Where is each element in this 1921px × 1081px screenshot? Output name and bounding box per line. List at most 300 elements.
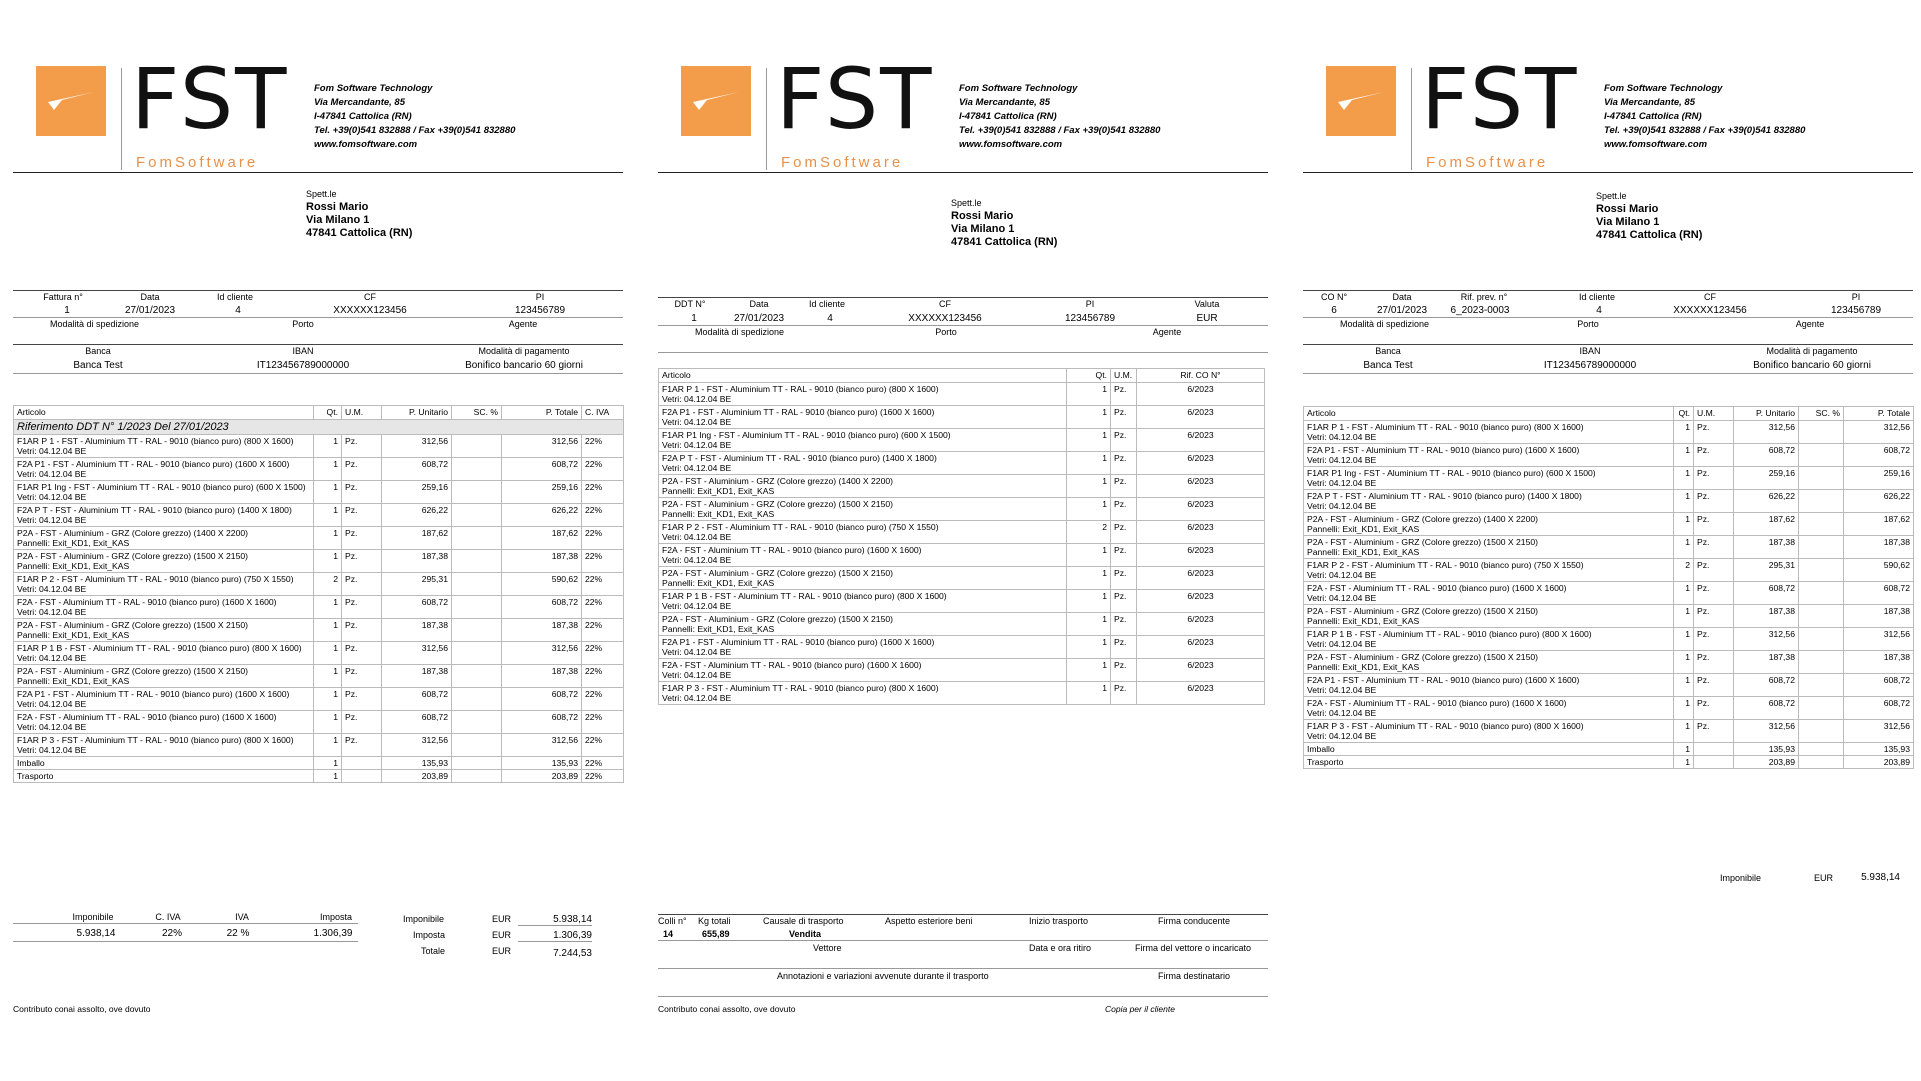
cell-pt: 608,72 [1844, 582, 1914, 605]
cell-iva: 22% [582, 770, 624, 783]
col-iva: C. IVA [582, 406, 624, 420]
cell-um: Pz. [1111, 590, 1137, 613]
item-name: F1AR P 1 B - FST - Aluminium TT - RAL - 9010 (bianco puro) (800 X 1600) [662, 591, 947, 601]
table-row [1304, 421, 1914, 444]
cell-rif: 6/2023 [1137, 429, 1265, 452]
item-description [659, 544, 1067, 567]
table-row [14, 504, 624, 527]
cell-q: 1 [1674, 467, 1694, 490]
item-description [659, 567, 1067, 590]
cell-um: Pz. [1111, 498, 1137, 521]
item-description [14, 550, 314, 573]
item-description [1304, 536, 1674, 559]
cell-q: 2 [314, 573, 342, 596]
cell-pt: 608,72 [1844, 444, 1914, 467]
cell-iva: 22% [582, 458, 624, 481]
item-name: P2A - FST - Aluminium - GRZ (Colore grezzo) (1400 X 2200) [17, 528, 248, 538]
item-name: P2A - FST - Aluminium - GRZ (Colore grezzo) (1500 X 2150) [1307, 606, 1538, 616]
cell-q: 2 [1067, 521, 1111, 544]
cell-q: 1 [1674, 536, 1694, 559]
item-description [14, 596, 314, 619]
table-row [659, 452, 1265, 475]
table-row [1304, 628, 1914, 651]
table-row [659, 383, 1265, 406]
item-description [14, 619, 314, 642]
cell-pt: 312,56 [502, 435, 582, 458]
item-detail: Pannelli: Exit_KD1, Exit_KAS [1307, 547, 1420, 557]
cell-pt: 626,22 [1844, 490, 1914, 513]
cell-q: 1 [1067, 498, 1111, 521]
table-row [1304, 674, 1914, 697]
cell-pt: 135,93 [502, 757, 582, 770]
cell-iva: 22% [582, 665, 624, 688]
logo-text: FST [776, 50, 934, 148]
item-name: F1AR P 1 - FST - Aluminium TT - RAL - 9010 (bianco puro) (800 X 1600) [17, 436, 294, 446]
item-description [14, 665, 314, 688]
cell-um: Pz. [1694, 720, 1734, 743]
item-description [659, 383, 1067, 406]
table-row [1304, 444, 1914, 467]
logo-subtext: FomSoftware [781, 154, 904, 171]
item-detail: Vetri: 04.12.04 BE [1307, 570, 1377, 580]
cell-q: 1 [1674, 628, 1694, 651]
col-pt: P. Totale [502, 406, 582, 420]
item-description [14, 573, 314, 596]
cell-pu: 203,89 [382, 770, 452, 783]
cell-pu: 608,72 [382, 688, 452, 711]
cell-sc [452, 757, 502, 770]
invoice-items-table [13, 405, 624, 783]
table-row [1304, 536, 1914, 559]
cell-q: 1 [1674, 743, 1694, 756]
cell-um: Pz. [342, 504, 382, 527]
ddt-items-table [658, 368, 1265, 705]
item-detail: Vetri: 04.12.04 BE [17, 722, 87, 732]
cell-um: Pz. [342, 458, 382, 481]
table-row [1304, 559, 1914, 582]
cell-q: 1 [1067, 475, 1111, 498]
item-detail: Pannelli: Exit_KD1, Exit_KAS [662, 509, 775, 519]
cell-sc [452, 665, 502, 688]
col-qt: Qt. [1067, 369, 1111, 383]
table-row [14, 596, 624, 619]
cell-sc [452, 688, 502, 711]
cell-um: Pz. [1111, 521, 1137, 544]
item-description [659, 636, 1067, 659]
cell-q: 1 [1067, 406, 1111, 429]
item-description [659, 659, 1067, 682]
cell-pt: 608,72 [502, 458, 582, 481]
item-description [14, 757, 314, 770]
order-confirmation-document: FST FomSoftware Fom Software Technology Via Mercandante, 85 I-47841 Cattolica (RN) Tel. +39(0)541 832888 / Fax +39(0)541 832880 www.fomsoftware.com Spett.le Rossi Mario Via Milano 1 47841 Cattolica (RN) CO N° Data Rif. prev. n° Id cliente CF PI 6 27/01/2023 6_2023-0003 4 XXXXXX123456 123456789 Modalità di spedizione Porto Agente Banca IBAN Modalità di pagamento Banca Test IT123456789000000 Bonifico bancario 60 giorni Articolo Qt. U.M. P. Unitario SC. % P. Totale F1AR P 1 - FST - Aluminium TT - RAL - 9010 (bianco puro) (800 X 1600) Vetri: 04.12.04 BE 1 Pz. 312,56 312,56 F2A P1 - FST - Aluminium TT - RAL - 9010 (bianco puro) (1600 X 1600) Vetri: 04.12.04 BE 1 Pz. 608,72 608,72 F1AR P1 Ing - FST - Aluminium TT - RAL - 9010 (bianco puro) (600 X 1500) Vetri: 04.12.04 BE 1 Pz. 259,16 259,16 F2A P T - FST - Aluminium TT - RAL - 9010 (bianco puro) (1400 X 1800) Vetri: 04.12.04 BE 1 Pz. 626,22 626,22 P2A - FST - Aluminium - GRZ (Colore grezzo) (1400 X 2200) Pannelli: Exit_KD1, Exit_KAS 1 Pz. 187,62 187,62 P2A - FST - Aluminium - GRZ (Colore grezzo) (1500 X 2150) Pannelli: Exit_KD1, Exit_KAS 1 Pz. 187,38 187,38 F1AR P 2 - FST - Aluminium TT - RAL - 9010 (bianco puro) (750 X 1550) Vetri: 04.12.04 BE 2 Pz. 295,31 590,62 F2A - FST - Aluminium TT - RAL - 9010 (bianco puro) (1600 X 1600) Vetri: 04.12.04 BE 1 Pz. 608,72 608,72 P2A - FST - Aluminium - GRZ (Colore grezzo) (1500 X 2150) Pannelli: Exit_KD1, Exit_KAS 1 Pz. 187,38 187,38 F1AR P 1 B - FST - Aluminium TT - RAL - 9010 (bianco puro) (800 X 1600) Vetri: 04.12.04 BE 1 Pz. 312,56 312,56 P2A - FST - Aluminium - GRZ (Colore grezzo) (1500 X 2150) Pannelli: Exit_KD1, Exit_KAS 1 Pz. 187,38 187,38 F2A P1 - FST - Aluminium TT - RAL - 9010 (bianco puro) (1600 X 1600) Vetri: 04.12.04 BE 1 Pz. 608,72 608,72 F2A - FST - Aluminium TT - RAL - 9010 (bianco puro) (1600 X 1600) Vetri: 04.12.04 BE 1 Pz. 608,72 608,72 F1AR P 3 - FST - Aluminium TT - RAL - 9010 (bianco puro) (800 X 1600) Vetri: 04.12.04 BE 1 Pz. 312,56 312,56 Imballo 1 135,93 135,93 Trasporto 1 203,89 203,89 Imponibile EUR 5.938,14 [1290, 0, 1915, 1081]
cell-sc [1799, 467, 1844, 490]
cell-rif: 6/2023 [1137, 613, 1265, 636]
cell-pt: 312,56 [1844, 628, 1914, 651]
cell-rif: 6/2023 [1137, 659, 1265, 682]
item-description [1304, 421, 1674, 444]
item-name: F2A P1 - FST - Aluminium TT - RAL - 9010 (bianco puro) (1600 X 1600) [1307, 675, 1580, 685]
item-description [14, 435, 314, 458]
cell-pu: 608,72 [1734, 697, 1799, 720]
cell-pu: 608,72 [1734, 674, 1799, 697]
ddt-reference: Riferimento DDT N° 1/2023 Del 27/01/2023 [14, 420, 624, 435]
col-um: U.M. [1694, 407, 1734, 421]
item-detail: Pannelli: Exit_KD1, Exit_KAS [662, 624, 775, 634]
cell-um: Pz. [1694, 467, 1734, 490]
cell-iva: 22% [582, 688, 624, 711]
item-detail: Vetri: 04.12.04 BE [1307, 478, 1377, 488]
cell-q: 1 [1674, 513, 1694, 536]
cell-sc [1799, 651, 1844, 674]
cell-q: 1 [314, 642, 342, 665]
table-row [14, 435, 624, 458]
logo-text: FST [1421, 50, 1579, 148]
cell-q: 1 [314, 770, 342, 783]
item-name: Trasporto [1307, 757, 1344, 767]
item-name: F2A - FST - Aluminium TT - RAL - 9010 (bianco puro) (1600 X 1600) [662, 545, 922, 555]
conai-note: Contributo conai assolto, ove dovuto [658, 1004, 796, 1014]
cell-iva: 22% [582, 711, 624, 734]
cell-pt: 259,16 [502, 481, 582, 504]
item-name: Imballo [1307, 744, 1335, 754]
cell-sc [1799, 628, 1844, 651]
cell-q: 1 [314, 435, 342, 458]
cell-q: 1 [1067, 544, 1111, 567]
table-row [1304, 582, 1914, 605]
item-description [14, 688, 314, 711]
cell-pu: 135,93 [1734, 743, 1799, 756]
cell-iva: 22% [582, 435, 624, 458]
item-detail: Vetri: 04.12.04 BE [17, 584, 87, 594]
cell-q: 1 [1674, 674, 1694, 697]
cell-pu: 187,38 [382, 665, 452, 688]
cell-rif: 6/2023 [1137, 636, 1265, 659]
cell-pu: 608,72 [382, 596, 452, 619]
cell-sc [1799, 674, 1844, 697]
item-description [659, 590, 1067, 613]
table-row [659, 429, 1265, 452]
table-row [1304, 720, 1914, 743]
item-name: Trasporto [17, 771, 54, 781]
item-detail: Vetri: 04.12.04 BE [1307, 432, 1377, 442]
item-detail: Vetri: 04.12.04 BE [662, 463, 732, 473]
cell-rif: 6/2023 [1137, 521, 1265, 544]
table-row [1304, 513, 1914, 536]
item-detail: Pannelli: Exit_KD1, Exit_KAS [662, 578, 775, 588]
cell-pt: 608,72 [502, 711, 582, 734]
cell-sc [452, 619, 502, 642]
col-articolo: Articolo [1304, 407, 1674, 421]
cell-um: Pz. [342, 711, 382, 734]
col-um: U.M. [342, 406, 382, 420]
cell-sc [1799, 582, 1844, 605]
table-row [659, 475, 1265, 498]
cell-iva: 22% [582, 504, 624, 527]
item-description [14, 458, 314, 481]
cell-pu: 135,93 [382, 757, 452, 770]
item-name: F2A P T - FST - Aluminium TT - RAL - 9010 (bianco puro) (1400 X 1800) [17, 505, 292, 515]
cell-pu: 312,56 [1734, 421, 1799, 444]
item-name: F1AR P 1 B - FST - Aluminium TT - RAL - 9010 (bianco puro) (800 X 1600) [1307, 629, 1592, 639]
ddt-document: FST FomSoftware Fom Software Technology Via Mercandante, 85 I-47841 Cattolica (RN) Tel. +39(0)541 832888 / Fax +39(0)541 832880 www.fomsoftware.com Spett.le Rossi Mario Via Milano 1 47841 Cattolica (RN) DDT N° Data Id cliente CF PI Valuta 1 27/01/2023 4 XXXXXX123456 123456789 EUR Modalità di spedizione Porto Agente Articolo Qt. U.M. Rif. CO N° F1AR P 1 - FST - Aluminium TT - RAL - 9010 (bianco puro) (800 X 1600) Vetri: 04.12.04 BE 1 Pz. 6/2023 F2A P1 - FST - Aluminium TT - RAL - 9010 (bianco puro) (1600 X 1600) Vetri: 04.12.04 BE 1 Pz. 6/2023 F1AR P1 Ing - FST - Aluminium TT - RAL - 9010 (bianco puro) (600 X 1500) Vetri: 04.12.04 BE 1 Pz. 6/2023 F2A P T - FST - Aluminium TT - RAL - 9010 (bianco puro) (1400 X 1800) Vetri: 04.12.04 BE 1 Pz. 6/2023 P2A - FST - Aluminium - GRZ (Colore grezzo) (1400 X 2200) Pannelli: Exit_KD1, Exit_KAS 1 Pz. 6/2023 P2A - FST - Aluminium - GRZ (Colore grezzo) (1500 X 2150) Pannelli: Exit_KD1, Exit_KAS 1 Pz. 6/2023 F1AR P 2 - FST - Aluminium TT - RAL - 9010 (bianco puro) (750 X 1550) Vetri: 04.12.04 BE 2 Pz. 6/2023 F2A - FST - Aluminium TT - RAL - 9010 (bianco puro) (1600 X 1600) Vetri: 04.12.04 BE 1 Pz. 6/2023 P2A - FST - Aluminium - GRZ (Colore grezzo) (1500 X 2150) Pannelli: Exit_KD1, Exit_KAS 1 Pz. 6/2023 F1AR P 1 B - FST - Aluminium TT - RAL - 9010 (bianco puro) (800 X 1600) Vetri: 04.12.04 BE 1 Pz. 6/2023 P2A - FST - Aluminium - GRZ (Colore grezzo) (1500 X 2150) Pannelli: Exit_KD1, Exit_KAS 1 Pz. 6/2023 F2A P1 - FST - Aluminium TT - RAL - 9010 (bianco puro) (1600 X 1600) Vetri: 04.12.04 BE 1 Pz. 6/2023 F2A - FST - Aluminium TT - RAL - 9010 (bianco puro) (1600 X 1600) Vetri: 04.12.04 BE 1 Pz. 6/2023 F1AR P 3 - FST - Aluminium TT - RAL - 9010 (bianco puro) (800 X 1600) Vetri: 04.12.04 BE 1 Pz. 6/2023 Colli n° Kg totali Causale di trasporto Aspetto esteriore beni Inizio trasporto Firma conducente 14 655,89 Vendita Vettore Data e ora ritiro Firma del vettore o incaricato Annotazioni e variazioni avvenute durante il trasporto Firma destinatario Contributo conai assolto, ove dovuto Copia per il cliente [645, 0, 1270, 1081]
customer-address: Spett.le Rossi Mario Via Milano 1 47841 Cattolica (RN) [1596, 191, 1703, 241]
cell-pt: 187,38 [1844, 651, 1914, 674]
item-name: P2A - FST - Aluminium - GRZ (Colore grezzo) (1400 X 2200) [662, 476, 893, 486]
item-name: F2A - FST - Aluminium TT - RAL - 9010 (bianco puro) (1600 X 1600) [1307, 583, 1567, 593]
cell-rif: 6/2023 [1137, 383, 1265, 406]
cell-um [1694, 743, 1734, 756]
cell-iva: 22% [582, 527, 624, 550]
company-logo [36, 50, 289, 176]
cell-pu: 608,72 [1734, 582, 1799, 605]
company-info: Fom Software Technology Via Mercandante, 85 I-47841 Cattolica (RN) Tel. +39(0)541 832888 / Fax +39(0)541 832880 www.fomsoftware.com [314, 83, 516, 150]
col-rif: Rif. CO N° [1137, 369, 1265, 383]
cell-iva: 22% [582, 619, 624, 642]
item-detail: Vetri: 04.12.04 BE [662, 532, 732, 542]
table-row [1304, 756, 1914, 769]
company-logo [1326, 50, 1579, 176]
cell-rif: 6/2023 [1137, 590, 1265, 613]
item-description [1304, 697, 1674, 720]
cell-q: 1 [314, 757, 342, 770]
cell-pt: 259,16 [1844, 467, 1914, 490]
cell-iva: 22% [582, 642, 624, 665]
item-description [1304, 513, 1674, 536]
item-detail: Pannelli: Exit_KD1, Exit_KAS [17, 561, 130, 571]
cell-q: 1 [1674, 720, 1694, 743]
cell-pu: 312,56 [1734, 720, 1799, 743]
item-detail: Vetri: 04.12.04 BE [17, 469, 87, 479]
item-name: F2A - FST - Aluminium TT - RAL - 9010 (bianco puro) (1600 X 1600) [1307, 698, 1567, 708]
table-row [14, 665, 624, 688]
cell-sc [1799, 720, 1844, 743]
cell-um: Pz. [1694, 582, 1734, 605]
company-logo [681, 50, 934, 176]
cell-um: Pz. [1111, 544, 1137, 567]
col-sc: SC. % [452, 406, 502, 420]
cell-pu: 312,56 [382, 435, 452, 458]
item-description [1304, 756, 1674, 769]
cell-sc [1799, 421, 1844, 444]
item-name: P2A - FST - Aluminium - GRZ (Colore grezzo) (1500 X 2150) [17, 620, 248, 630]
co-items-table [1303, 406, 1914, 769]
item-description [659, 682, 1067, 705]
cell-sc [1799, 559, 1844, 582]
cell-pt: 187,62 [1844, 513, 1914, 536]
logo-subtext: FomSoftware [136, 154, 259, 171]
table-row [659, 406, 1265, 429]
cell-sc [1799, 743, 1844, 756]
table-row [659, 613, 1265, 636]
item-name: F2A - FST - Aluminium TT - RAL - 9010 (bianco puro) (1600 X 1600) [662, 660, 922, 670]
cell-um: Pz. [1694, 536, 1734, 559]
table-row [14, 770, 624, 783]
item-name: F1AR P1 Ing - FST - Aluminium TT - RAL - 9010 (bianco puro) (600 X 1500) [1307, 468, 1596, 478]
item-name: F2A P T - FST - Aluminium TT - RAL - 9010 (bianco puro) (1400 X 1800) [1307, 491, 1582, 501]
cell-um: Pz. [342, 573, 382, 596]
item-detail: Vetri: 04.12.04 BE [1307, 639, 1377, 649]
table-row [14, 711, 624, 734]
logo-arrow-icon [1326, 66, 1396, 136]
col-qt: Qt. [1674, 407, 1694, 421]
cell-sc [1799, 697, 1844, 720]
cell-um: Pz. [1111, 659, 1137, 682]
cell-um: Pz. [1694, 490, 1734, 513]
cell-um: Pz. [1111, 406, 1137, 429]
cell-pu: 295,31 [382, 573, 452, 596]
item-name: F2A P1 - FST - Aluminium TT - RAL - 9010 (bianco puro) (1600 X 1600) [1307, 445, 1580, 455]
cell-pu: 187,38 [382, 619, 452, 642]
table-row [1304, 467, 1914, 490]
item-detail: Pannelli: Exit_KD1, Exit_KAS [662, 486, 775, 496]
cell-um: Pz. [342, 642, 382, 665]
cell-um: Pz. [1694, 421, 1734, 444]
cell-sc [1799, 513, 1844, 536]
cell-q: 1 [1067, 636, 1111, 659]
col-pu: P. Unitario [382, 406, 452, 420]
item-name: P2A - FST - Aluminium - GRZ (Colore grezzo) (1500 X 2150) [662, 614, 893, 624]
cell-pu: 312,56 [1734, 628, 1799, 651]
item-description [1304, 490, 1674, 513]
item-detail: Vetri: 04.12.04 BE [17, 446, 87, 456]
cell-pt: 203,89 [502, 770, 582, 783]
col-articolo: Articolo [659, 369, 1067, 383]
item-name: P2A - FST - Aluminium - GRZ (Colore grezzo) (1500 X 2150) [662, 568, 893, 578]
cell-um: Pz. [1694, 628, 1734, 651]
cell-q: 1 [1067, 429, 1111, 452]
item-description [1304, 444, 1674, 467]
cell-sc [452, 711, 502, 734]
cell-q: 1 [1674, 444, 1694, 467]
table-row [14, 619, 624, 642]
cell-um: Pz. [1111, 613, 1137, 636]
item-name: F1AR P 1 - FST - Aluminium TT - RAL - 9010 (bianco puro) (800 X 1600) [1307, 422, 1584, 432]
cell-pt: 135,93 [1844, 743, 1914, 756]
item-name: F2A P1 - FST - Aluminium TT - RAL - 9010 (bianco puro) (1600 X 1600) [662, 407, 935, 417]
item-description [14, 504, 314, 527]
cell-sc [1799, 756, 1844, 769]
item-name: F1AR P1 Ing - FST - Aluminium TT - RAL - 9010 (bianco puro) (600 X 1500) [662, 430, 951, 440]
cell-um: Pz. [342, 481, 382, 504]
item-description [14, 734, 314, 757]
item-name: F1AR P 1 - FST - Aluminium TT - RAL - 9010 (bianco puro) (800 X 1600) [662, 384, 939, 394]
cell-pu: 626,22 [1734, 490, 1799, 513]
cell-pt: 608,72 [502, 596, 582, 619]
table-row [1304, 605, 1914, 628]
cell-um: Pz. [342, 619, 382, 642]
logo-subtext: FomSoftware [1426, 154, 1549, 171]
cell-pu: 312,56 [382, 642, 452, 665]
logo-arrow-icon [681, 66, 751, 136]
cell-q: 2 [1674, 559, 1694, 582]
table-row [14, 550, 624, 573]
cell-sc [452, 504, 502, 527]
cell-rif: 6/2023 [1137, 567, 1265, 590]
item-name: F1AR P1 Ing - FST - Aluminium TT - RAL - 9010 (bianco puro) (600 X 1500) [17, 482, 306, 492]
item-description [1304, 582, 1674, 605]
item-description [14, 711, 314, 734]
item-detail: Vetri: 04.12.04 BE [17, 492, 87, 502]
table-row [659, 636, 1265, 659]
logo-arrow-icon [36, 66, 106, 136]
cell-pt: 187,38 [502, 619, 582, 642]
cell-um: Pz. [1111, 567, 1137, 590]
cell-um: Pz. [1694, 605, 1734, 628]
table-row [1304, 490, 1914, 513]
cell-q: 1 [1674, 756, 1694, 769]
item-detail: Vetri: 04.12.04 BE [1307, 731, 1377, 741]
cell-q: 1 [314, 458, 342, 481]
company-info: Fom Software Technology Via Mercandante, 85 I-47841 Cattolica (RN) Tel. +39(0)541 832888 / Fax +39(0)541 832880 www.fomsoftware.com [1604, 83, 1806, 150]
item-name: F2A P1 - FST - Aluminium TT - RAL - 9010 (bianco puro) (1600 X 1600) [17, 689, 290, 699]
cell-sc [452, 481, 502, 504]
table-row [1304, 651, 1914, 674]
cell-um: Pz. [342, 527, 382, 550]
cell-sc [452, 734, 502, 757]
item-name: F2A P T - FST - Aluminium TT - RAL - 9010 (bianco puro) (1400 X 1800) [662, 453, 937, 463]
table-row [14, 757, 624, 770]
cell-pt: 187,62 [502, 527, 582, 550]
customer-address: Spett.le Rossi Mario Via Milano 1 47841 Cattolica (RN) [951, 198, 1058, 248]
cell-q: 1 [1067, 383, 1111, 406]
cell-um: Pz. [1694, 651, 1734, 674]
cell-rif: 6/2023 [1137, 498, 1265, 521]
cell-q: 1 [1674, 582, 1694, 605]
cell-rif: 6/2023 [1137, 475, 1265, 498]
cell-um: Pz. [342, 435, 382, 458]
item-detail: Pannelli: Exit_KD1, Exit_KAS [1307, 524, 1420, 534]
item-name: F2A P1 - FST - Aluminium TT - RAL - 9010 (bianco puro) (1600 X 1600) [662, 637, 935, 647]
cell-pu: 187,62 [382, 527, 452, 550]
table-row [1304, 697, 1914, 720]
cell-pt: 312,56 [502, 734, 582, 757]
cell-pt: 187,38 [502, 665, 582, 688]
cell-pt: 608,72 [1844, 674, 1914, 697]
item-description [1304, 467, 1674, 490]
item-name: P2A - FST - Aluminium - GRZ (Colore grezzo) (1500 X 2150) [17, 551, 248, 561]
table-row [14, 527, 624, 550]
item-description [1304, 651, 1674, 674]
cell-um: Pz. [1694, 674, 1734, 697]
cell-um: Pz. [1694, 559, 1734, 582]
item-detail: Pannelli: Exit_KD1, Exit_KAS [17, 630, 130, 640]
table-row [659, 521, 1265, 544]
item-description [659, 429, 1067, 452]
cell-um: Pz. [342, 688, 382, 711]
cell-um: Pz. [1694, 697, 1734, 720]
item-detail: Vetri: 04.12.04 BE [17, 515, 87, 525]
cell-pu: 187,38 [1734, 651, 1799, 674]
item-detail: Vetri: 04.12.04 BE [662, 555, 732, 565]
item-description [1304, 559, 1674, 582]
col-articolo: Articolo [14, 406, 314, 420]
cell-um: Pz. [342, 734, 382, 757]
cell-pu: 187,38 [382, 550, 452, 573]
cell-pu: 187,38 [1734, 605, 1799, 628]
table-row [14, 573, 624, 596]
item-description [659, 406, 1067, 429]
customer-address: Spett.le Rossi Mario Via Milano 1 47841 Cattolica (RN) [306, 189, 413, 239]
item-detail: Vetri: 04.12.04 BE [17, 745, 87, 755]
item-detail: Vetri: 04.12.04 BE [662, 440, 732, 450]
item-detail: Pannelli: Exit_KD1, Exit_KAS [17, 538, 130, 548]
item-detail: Vetri: 04.12.04 BE [662, 670, 732, 680]
cell-q: 1 [314, 527, 342, 550]
item-description [1304, 720, 1674, 743]
cell-um: Pz. [1111, 475, 1137, 498]
item-name: F1AR P 2 - FST - Aluminium TT - RAL - 9010 (bianco puro) (750 X 1550) [662, 522, 939, 532]
logo-text: FST [131, 50, 289, 148]
